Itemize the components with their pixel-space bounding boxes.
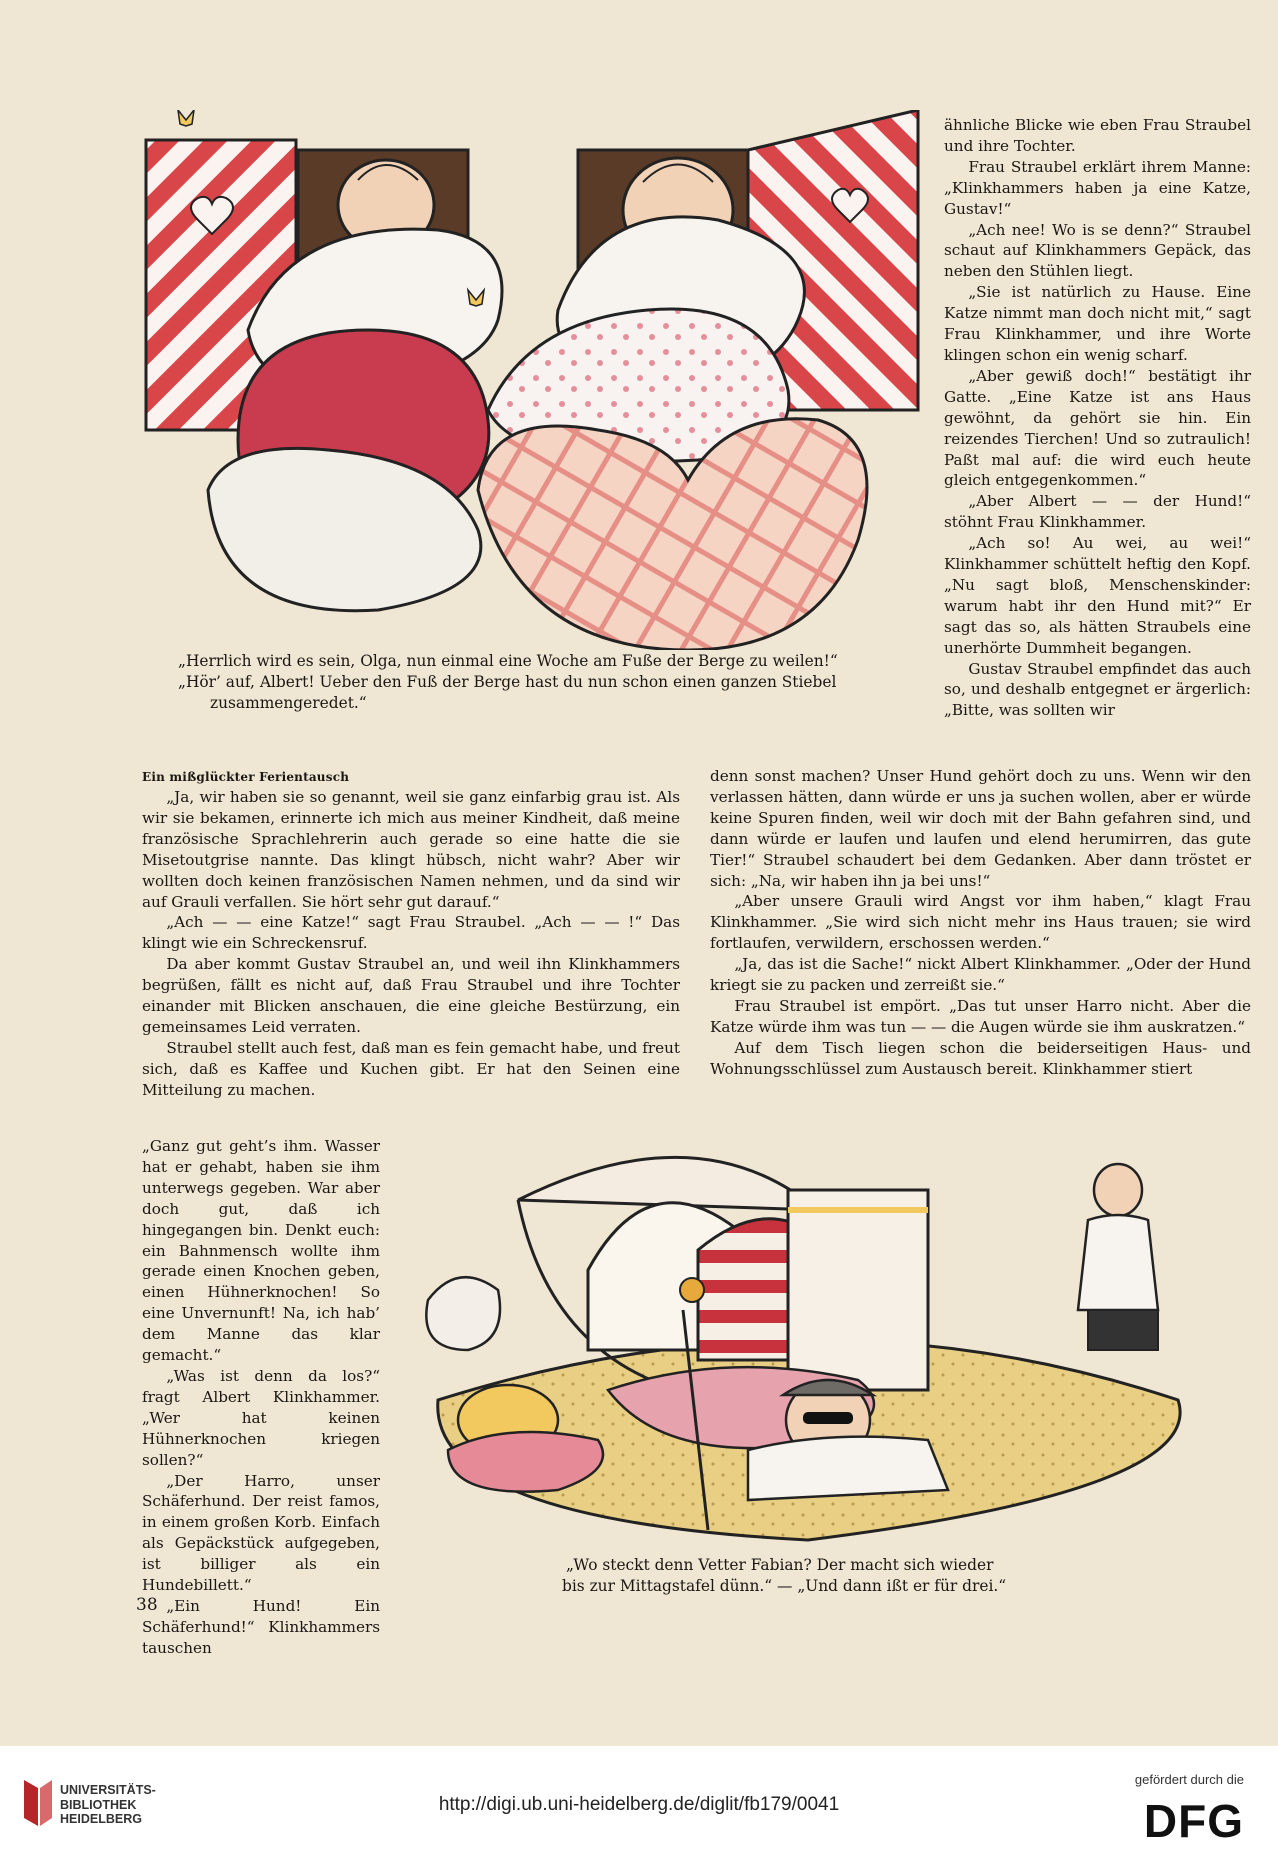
caption-line: „Herrlich wird es sein, Olga, nun einmal eine Woche am Fuße der Berge zu weilen!“ [178,652,838,670]
permalink-url[interactable]: http://digi.ub.uni-heidelberg.de/diglit/fb179/0041 [438,1794,840,1815]
paragraph: „Sie ist natürlich zu Hause. Eine Katze nimmt man doch nicht mit,“ sagt Frau Klinkhammer, und ihre Worte klingen schon ein wenig scharf. [944,283,1251,364]
paragraph: „Ja, wir haben sie so genannt, weil sie ganz einfarbig grau ist. Als wir sie bekamen, erinnerte ich mich aus meiner Kindheit, daß meine französische Sprachlehrerin auch gerade so eine hatte die sie Misetoutgrise nannte. Das klingt hübsch, nicht wahr? Aber wir wollten doch keinen französischen Namen nehmen, und da sind wir auf Grauli verfallen. Sie hört sehr gut darauf.“ [142,788,680,911]
paragraph: Straubel stellt auch fest, daß man es fein gemacht habe, und freut sich, daß es Kaffee und Kuchen gibt. Er hat den Seinen eine Mitteilung zu machen. [142,1038,680,1099]
caption-line: zusammengeredet.“ [210,694,367,712]
library-name-line: HEIDELBERG [60,1812,142,1826]
library-name-line: BIBLIOTHEK [60,1797,137,1812]
paragraph: „Aber unsere Grauli wird Angst vor ihm haben,“ klagt Frau Klinkhammer. „Sie wird sich nicht mehr ins Haus trauen; sie wird fortlaufen, verwildern, erschossen werden.“ [710,892,1251,953]
paragraph: ähnliche Blicke wie eben Frau Straubel und ihre Tochter. [944,116,1251,155]
paragraph: Frau Straubel ist empört. „Das tut unser Harro nicht. Aber die Katze würde ihm was tun — — die Augen würde sie ihm auskratzen.“ [710,996,1251,1036]
paragraph: Da aber kommt Gustav Straubel an, und weil ihn Klinkhammers begrüßen, fällt es nicht auf, daß Frau Straubel und ihre Tochter einander mit Blicken anschauen, die eine gleiche Bestürzung, ein gemeinsames Leid verraten. [142,955,680,1036]
paragraph: „Ach nee! Wo is se denn?“ Straubel schaut auf Klinkhammers Gepäck, das neben den Stühlen liegt. [944,220,1251,281]
column-right-top [944,115,1251,721]
paragraph: „Ein Hund! Ein Schäferhund!“ Klinkhammers tauschen [142,1596,380,1657]
paragraph: „Ganz gut geht’s ihm. Wasser hat er gehabt, haben sie ihm unterwegs gegeben. War aber doch gut, daß ich hingegangen bin. Denkt euch: ein Bahnmensch wollte ihm gerade einen Knochen geben, einen Hühnerknochen! So eine Unvernunft! Na, ich hab’ dem Manne das klar gemacht.“ [142,1137,380,1365]
column-narrow [142,1136,380,1659]
paragraph: „Ja, das ist die Sache!“ nickt Albert Klinkhammer. „Oder der Hund kriegt sie zu packen und zerreißt sie.“ [710,955,1251,995]
footer-bar [0,1746,1278,1869]
paragraph: „Was ist denn da los?“ fragt Albert Klinkhammer. „Wer hat keinen Hühnerknochen kriegen sollen?“ [142,1366,380,1469]
illustration-crowded-beach-scene [418,1130,1218,1550]
paragraph: denn sonst machen? Unser Hund gehört doch zu uns. Wenn wir den verlassen hätten, dann würde er uns ja suchen wollen, aber er würde keine Spuren finden, weil wir doch mit der Bahn gefahren sind, und dann würde er laufen und laufen und elend herumirren, das gute Tier!“ Straubel schaudert bei dem Gedanken. Aber dann tröstet er sich: „Na, wir haben ihn ja bei uns!“ [710,767,1251,890]
caption-bottom-illustration [562,1555,1006,1597]
library-name-line: UNIVERSITÄTS- [60,1783,156,1797]
paragraph: „Aber gewiß doch!“ bestätigt ihr Gatte. „Eine Katze ist ans Haus gewöhnt, da gehört sie hin. Ein reizendes Tierchen! Und so zutraulich! Paßt mal auf: die wird euch heute gleich entgegenkommen.“ [944,366,1251,490]
paragraph: „Der Harro, unser Schäferhund. Der reist famos, in einem großen Korb. Einfach als Gepäckstück aufgegeben, ist billiger als ein Hundebillett.“ [142,1471,380,1595]
paragraph: „Aber Albert — — der Hund!“ stöhnt Frau Klinkhammer. [944,492,1251,532]
column-right-middle [710,766,1251,1080]
caption-line: „Wo steckt denn Vetter Fabian? Der macht sich wieder [566,1556,994,1574]
caption-line: „Hör’ auf, Albert! Ueber den Fuß der Berge hast du nun schon einen ganzen Stiebel [178,673,837,691]
dfg-logo: DFG [1143,1795,1244,1847]
page-number: 38 [136,1595,158,1615]
paragraph: Auf dem Tisch liegen schon die beiderseitigen Haus- und Wohnungsschlüssel zum Austausch bereit. Klinkhammer stiert [710,1038,1251,1078]
paragraph: Gustav Straubel empfindet das auch so, und deshalb entgegnet er ärgerlich: „Bitte, was sollten wir [944,659,1251,720]
paragraph: „Ach so! Au wei, au wei!“ Klinkhammer schüttelt heftig den Kopf. „Nu sagt bloß, Menschenskinder: warum habt ihr den Hund mit?“ Er sagt das so, als hätten Straubels eine unerhörte Dummheit begangen. [944,534,1251,657]
caption-top-illustration [178,651,838,714]
paragraph: „Ach — — eine Katze!“ sagt Frau Straubel. „Ach — — !“ Das klingt wie ein Schreckensruf. [142,913,680,953]
paragraph: Frau Straubel erklärt ihrem Manne: „Klinkhammers haben ja eine Katze, Gustav!“ [944,157,1251,218]
illustration-couple-in-beach-chairs [138,110,928,650]
caption-line: bis zur Mittagstafel dünn.“ — „Und dann ißt er für drei.“ [562,1577,1007,1595]
funded-by-label: gefördert durch die [1134,1772,1244,1787]
section-heading: Ein mißglückter Ferientausch [142,770,350,784]
column-left [142,787,680,1101]
